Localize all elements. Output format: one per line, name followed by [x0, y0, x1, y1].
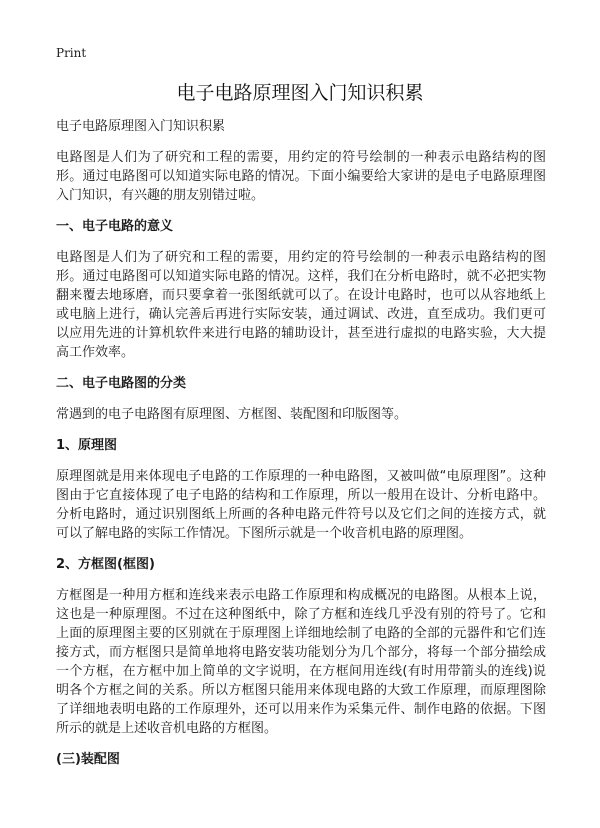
- section-paragraph: 电路图是人们为了研究和工程的需要，用约定的符号绘制的一种表示电路结构的图形。通过电路图可以知道实际电路的情况。这样，我们在分析电路时，就不必把实物翻来覆去地琢磨，而只要拿着一张图纸就可以了。在设计电路时，也可以从容地纸上或电脑上进行，确认完善后再进行实际安装，通过调试、改进，直至成功。我们更可以应用先进的计算机软件来进行电路的辅助设计，甚至进行虚拟的电路实验，大大提高工作效率。: [56, 250, 546, 360]
- section-paragraph: 常遇到的电子电路图有原理图、方框图、装配图和印版图等。: [56, 407, 408, 422]
- section-heading: 1、原理图: [56, 438, 118, 453]
- section-heading: 2、方框图(框图): [56, 557, 155, 572]
- page-title: 电子电路原理图入门知识积累: [176, 82, 424, 104]
- section-heading: (三)装配图: [56, 752, 120, 767]
- section-heading: 二、电子电路图的分类: [56, 376, 187, 391]
- print-link[interactable]: Print: [56, 46, 87, 60]
- section-heading: 一、电子电路的意义: [56, 219, 174, 234]
- document-subtitle: 电子电路原理图入门知识积累: [56, 119, 226, 134]
- section-paragraph: 原理图就是用来体现电子电路的工作原理的一种电路图，又被叫做“电原理图”。这种图由于它直接体现了电子电路的结构和工作原理，所以一般用在设计、分析电路中。分析电路时，通过识别图纸上所画的各种电路元件符号以及它们之间的连接方式，就可以了解电路的实际工作情况。下图所示就是一个收音机电路的原理图。: [56, 469, 546, 541]
- intro-paragraph: 电路图是人们为了研究和工程的需要，用约定的符号绘制的一种表示电路结构的图形。通过电路图可以知道实际电路的情况。下面小编要给大家讲的是电子电路原理图入门知识，有兴趣的朋友别错过啦。: [56, 150, 546, 203]
- document-body: [56, 117, 546, 781]
- section-paragraph: 方框图是一种用方框和连线来表示电路工作原理和构成概况的电路图。从根本上说，这也是一种原理图。不过在这种图纸中，除了方框和连线几乎没有别的符号了。它和上面的原理图主要的区别就在于原理图上详细地绘制了电路的全部的元器件和它们连接方式，而方框图只是简单地将电路安装功能划分为几个部分，将每一个部分描绘成一个方框，在方框中加上简单的文字说明，在方框间用连线(有时用带箭头的连线)说明各个方框之间的关系。所以方框图只能用来体现电路的大致工作原理，而原理图除了详细地表明电路的工作原理外，还可以用来作为采集元件、制作电路的依据。下图所示的就是上述收音机电路的方框图。: [56, 588, 546, 736]
